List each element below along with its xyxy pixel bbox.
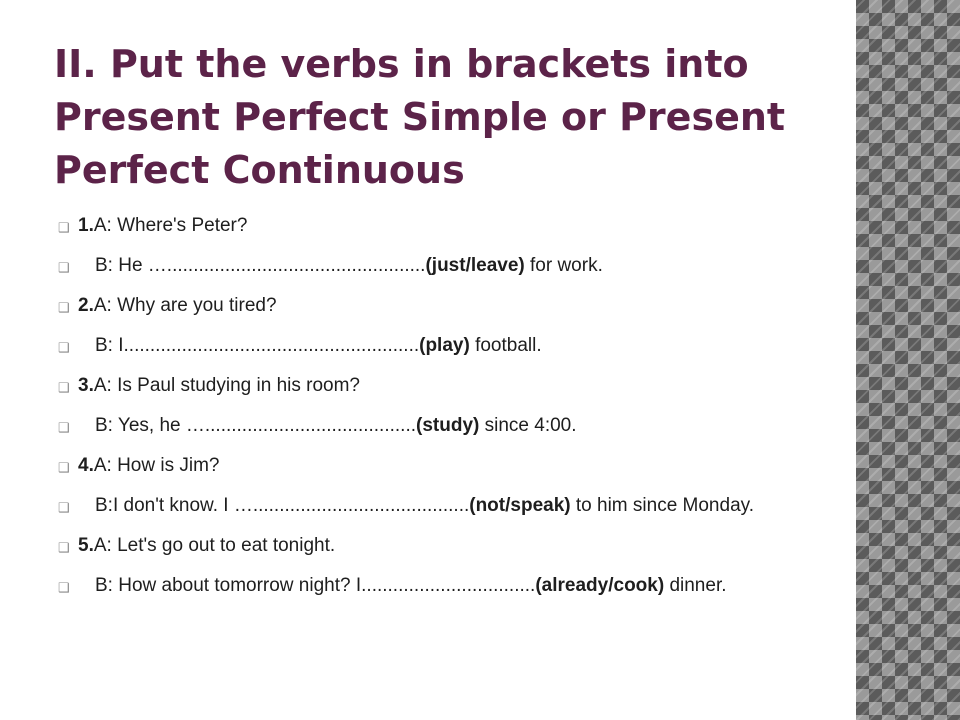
item-text: A: Is Paul studying in his room? <box>93 375 360 396</box>
bullet-icon: ❑ <box>58 420 70 435</box>
item-text: B: How about tomorrow night? I................................. <box>95 575 536 596</box>
item-number: 4. <box>78 455 94 476</box>
bullet-icon: ❑ <box>58 300 70 315</box>
bullet-icon: ❑ <box>58 380 70 395</box>
bullet-icon: ❑ <box>58 500 70 515</box>
exercise-list <box>58 212 798 612</box>
verb-hint: (just/leave) <box>425 255 525 276</box>
verb-hint: (play) <box>419 335 470 356</box>
item-text: A: Let's go out to eat tonight. <box>93 535 336 556</box>
list-item <box>58 332 798 359</box>
item-text: A: Why are you tired? <box>93 295 277 316</box>
item-text: B: He …................................................. <box>95 255 426 276</box>
bullet-icon: ❑ <box>58 220 70 235</box>
item-number: 2. <box>78 295 94 316</box>
item-text-end: for work. <box>524 255 603 276</box>
list-item <box>58 412 798 439</box>
item-number: 5. <box>78 535 94 556</box>
item-text-end: football. <box>469 335 542 356</box>
list-item <box>58 492 798 519</box>
verb-hint: (already/cook) <box>535 575 665 596</box>
list-item <box>58 252 798 279</box>
list-item <box>58 532 798 559</box>
list-item <box>58 572 798 599</box>
verb-hint: (not/speak) <box>469 495 571 516</box>
item-text-end: since 4:00. <box>479 415 577 436</box>
bullet-icon: ❑ <box>58 460 70 475</box>
bullet-icon: ❑ <box>58 580 70 595</box>
item-number: 1. <box>78 215 94 236</box>
list-item <box>58 292 798 319</box>
verb-hint: (study) <box>416 415 480 436</box>
slide-title: II. Put the verbs in brackets into Present Perfect Simple or Present Perfect Continuous <box>54 42 786 192</box>
bullet-icon: ❑ <box>58 340 70 355</box>
list-item <box>58 372 798 399</box>
item-text: A: How is Jim? <box>93 455 220 476</box>
bullet-icon: ❑ <box>58 540 70 555</box>
item-text: B: Yes, he …........................................ <box>95 415 417 436</box>
list-item <box>58 212 798 239</box>
item-text-end: dinner. <box>664 575 727 596</box>
item-text: B:I don't know. I …......................................... <box>95 495 470 516</box>
decorative-side-pattern <box>856 0 960 720</box>
item-number: 3. <box>78 375 94 396</box>
item-text: A: Where's Peter? <box>93 215 248 236</box>
item-text-end: to him since Monday. <box>570 495 755 516</box>
bullet-icon: ❑ <box>58 260 70 275</box>
list-item <box>58 452 798 479</box>
item-text: B: I........................................................ <box>95 335 420 356</box>
